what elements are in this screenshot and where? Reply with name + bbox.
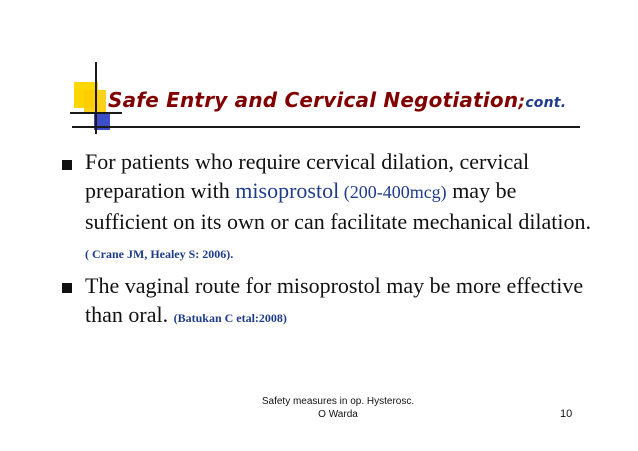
footer-line-2: O Warda xyxy=(318,409,358,420)
title-underline xyxy=(72,126,580,128)
bullet-1-part-b: may be sufficient on its own or can facilitate mechanical dilation. xyxy=(85,178,592,234)
footer-line-1: Safety measures in op. Hysterosc. xyxy=(261,396,415,407)
bullet-1-text xyxy=(85,147,595,269)
bullet-square-icon xyxy=(62,160,72,170)
drug-dose: (200-400mcg) xyxy=(339,182,447,202)
citation-1: ( Crane JM, Healey S: 2006). xyxy=(85,247,234,261)
slide-footer xyxy=(258,395,418,421)
title-separator: ; xyxy=(518,92,526,112)
drug-name: misoprostol xyxy=(235,178,340,203)
bullet-1-part-a: For patients who require cervical dilation, cervical preparation with xyxy=(85,149,530,203)
title-cont: cont. xyxy=(525,95,567,111)
page-number: 10 xyxy=(560,408,573,420)
bullet-square-icon xyxy=(62,283,72,293)
slide-title xyxy=(108,88,566,112)
citation-2: (Batukan C etal:2008) xyxy=(173,311,287,325)
bullet-2-part-a: The vaginal route for misoprostol may be more effective than oral. xyxy=(85,273,584,327)
bullet-2-text xyxy=(85,271,595,333)
title-main: Safe Entry and Cervical Negotiation xyxy=(108,88,519,112)
decorative-horizontal-line xyxy=(70,112,122,114)
decorative-vertical-line xyxy=(95,62,97,134)
